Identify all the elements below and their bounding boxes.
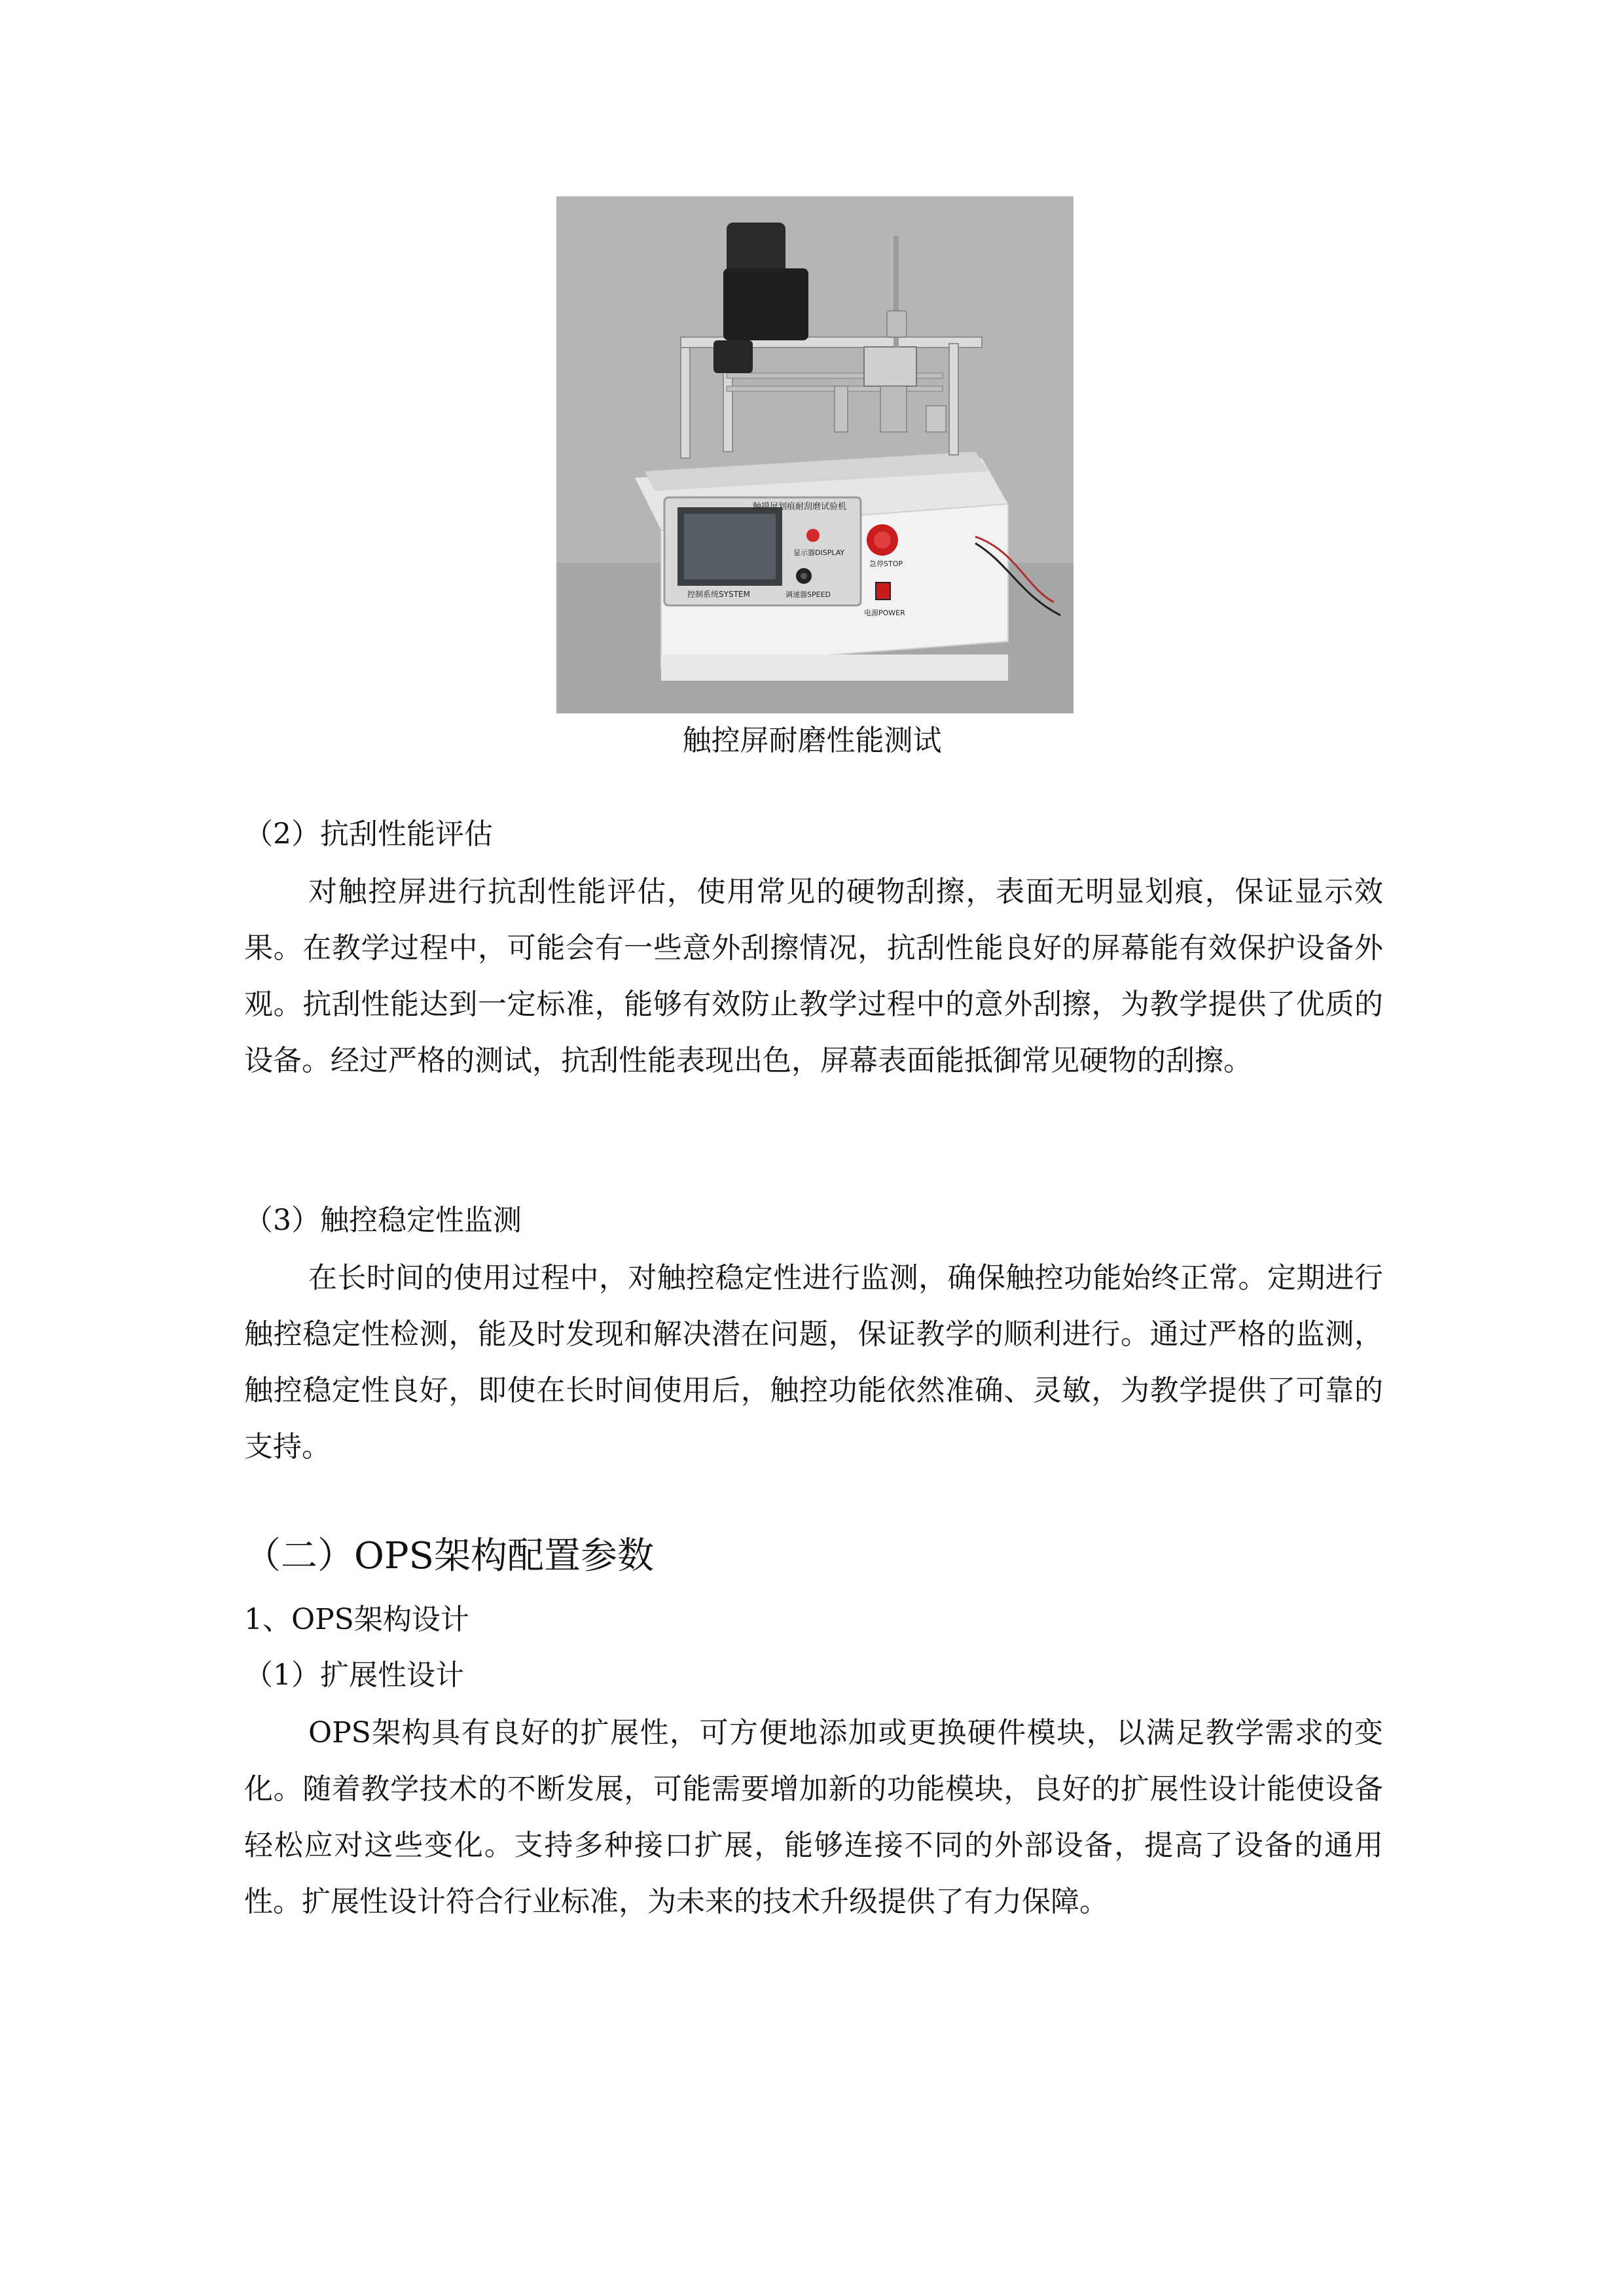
- section-heading-ops: （二）OPS架构配置参数: [244, 1535, 654, 1577]
- figure-caption: 触控屏耐磨性能测试: [682, 724, 942, 757]
- stop-label: 急停STOP: [869, 560, 903, 568]
- panel-title: 触摸屏划痕耐刮磨试验机: [753, 502, 847, 512]
- power-label: 电源POWER: [864, 609, 905, 617]
- paragraph-touch-stability: 在长时间的使用过程中，对触控稳定性进行监测，确保触控功能始终正常。定期进行触控稳定性检测，能及时发现和解决潜在问题，保证教学的顺利进行。通过严格的监测，触控稳定性良好，即使在长时间使用后，触控功能依然准确、灵敏，为教学提供了可靠的支持。: [244, 1261, 1383, 1463]
- paragraph-scratch-resistance: 对触控屏进行抗刮性能评估，使用常见的硬物刮擦，表面无明显划痕，保证显示效果。在教学过程中，可能会有一些意外刮擦情况，抗刮性能良好的屏幕能有效保护设备外观。抗刮性能达到一定标准，能够有效防止教学过程中的意外刮擦，为教学提供了优质的设备。经过严格的测试，抗刮性能表现出色，屏幕表面能抵御常见硬物的刮擦。: [244, 875, 1383, 1077]
- paragraph-extensibility: OPS架构具有良好的扩展性，可方便地添加或更换硬件模块，以满足教学需求的变化。随着教学技术的不断发展，可能需要增加新的功能模块，良好的扩展性设计能使设备轻松应对这些变化。支持多种接口扩展，能够连接不同的外部设备，提高了设备的通用性。扩展性设计符合行业标准，为未来的技术升级提供了有力保障。: [244, 1716, 1383, 1918]
- item-heading-ops-design: 1、OPS架构设计: [244, 1603, 469, 1636]
- display-label: 显示器DISPLAY: [793, 548, 845, 557]
- subsection-heading-scratch: （2）抗刮性能评估: [244, 817, 493, 851]
- subsection-heading-extensibility: （1）扩展性设计: [244, 1659, 464, 1692]
- subsection-heading-stability: （3）触控稳定性监测: [244, 1204, 522, 1237]
- system-label: 控制系统SYSTEM: [687, 590, 750, 599]
- speed-label: 调速器SPEED: [785, 590, 831, 599]
- device-photo: [556, 196, 1074, 713]
